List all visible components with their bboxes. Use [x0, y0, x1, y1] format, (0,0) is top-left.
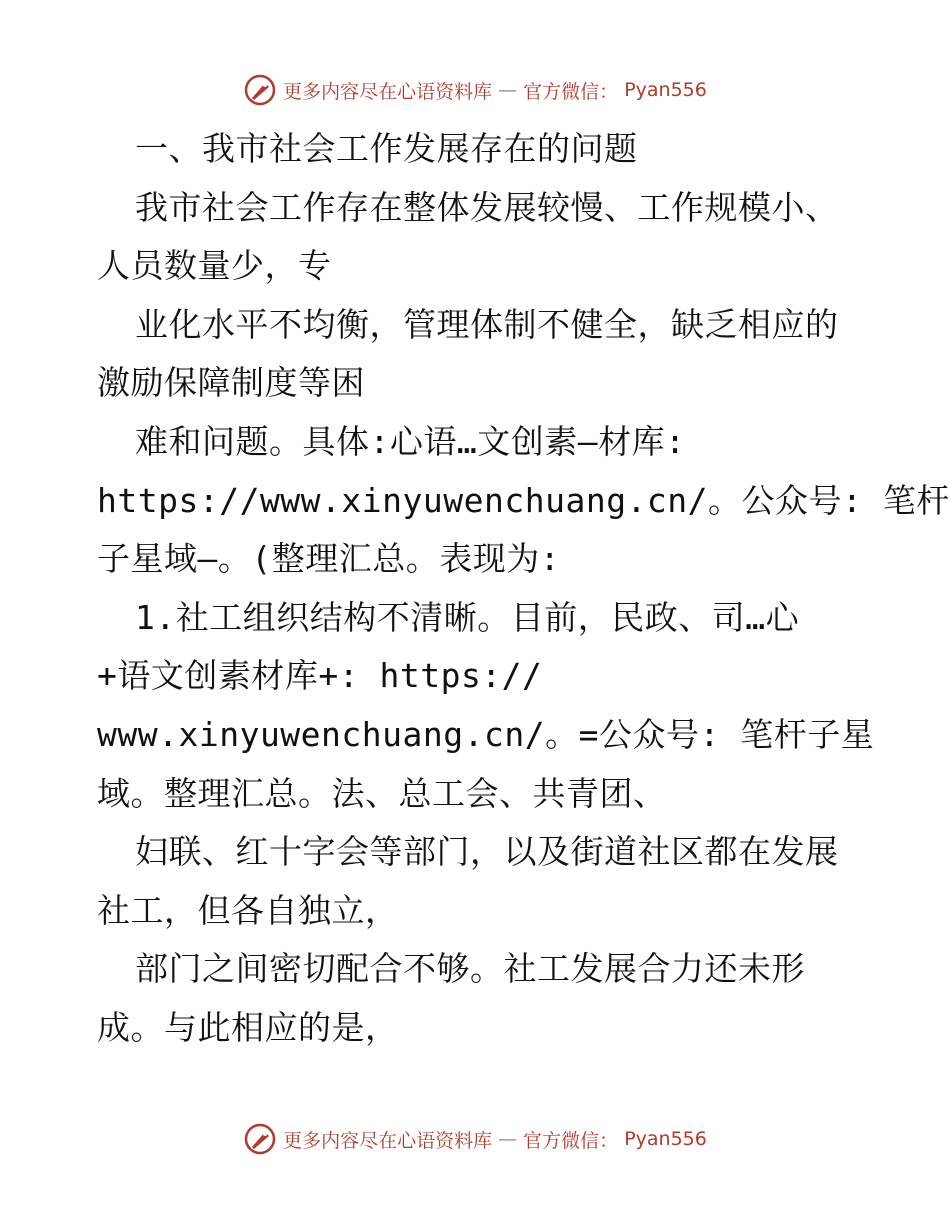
paragraph-line: https://www.xinyuwenchuang.cn/。公众号: 笔杆	[97, 480, 950, 520]
paragraph-line: www.xinyuwenchuang.cn/。=公众号: 笔杆子星	[97, 714, 875, 754]
banner-wechat-label: 官方微信：	[523, 1129, 619, 1152]
paragraph-line: 业化水平不均衡，管理体制不健全，缺乏相应的	[135, 304, 839, 344]
paragraph-line: 部门之间密切配合不够。社工发展合力还未形	[135, 949, 805, 989]
paragraph-line: +语文创素材库+: https://	[97, 656, 543, 696]
paragraph-line: 域。整理汇总。法、总工会、共青团、	[97, 773, 667, 813]
banner-wechat-id: Pyan556	[624, 79, 707, 101]
footer-banner	[0, 1119, 950, 1159]
banner-wechat-label: 官方微信：	[523, 80, 619, 103]
banner-separator: —	[498, 79, 518, 101]
paragraph-line: 1.社工组织结构不清晰。目前，民政、司…心	[135, 597, 800, 637]
section-heading: 一、我市社会工作发展存在的问题	[135, 129, 638, 168]
paragraph-line: 社工，但各自独立，	[97, 890, 399, 930]
paragraph-line: 激励保障制度等困	[97, 363, 365, 403]
paragraph-line: 难和问题。具体:心语…文创素—材库:	[135, 421, 686, 461]
paragraph-line: 成。与此相应的是，	[97, 1007, 399, 1047]
paragraph-line: 我市社会工作存在整体发展较慢、工作规模小、	[135, 187, 839, 227]
document-body	[97, 120, 950, 1058]
paragraph-line: 子星域—。(整理汇总。表现为:	[97, 539, 561, 579]
pen-nib-logo-icon	[243, 73, 277, 107]
banner-wechat-id: Pyan556	[624, 1128, 707, 1150]
banner-separator: —	[498, 1128, 518, 1150]
banner-text: 更多内容尽在心语资料库	[283, 1129, 493, 1152]
paragraph-line: 妇联、红十字会等部门，以及街道社区都在发展	[135, 832, 839, 872]
pen-nib-logo-icon	[243, 1122, 277, 1156]
banner-text: 更多内容尽在心语资料库	[283, 80, 493, 103]
paragraph-line: 人员数量少，专	[97, 246, 332, 286]
header-banner	[0, 70, 950, 110]
